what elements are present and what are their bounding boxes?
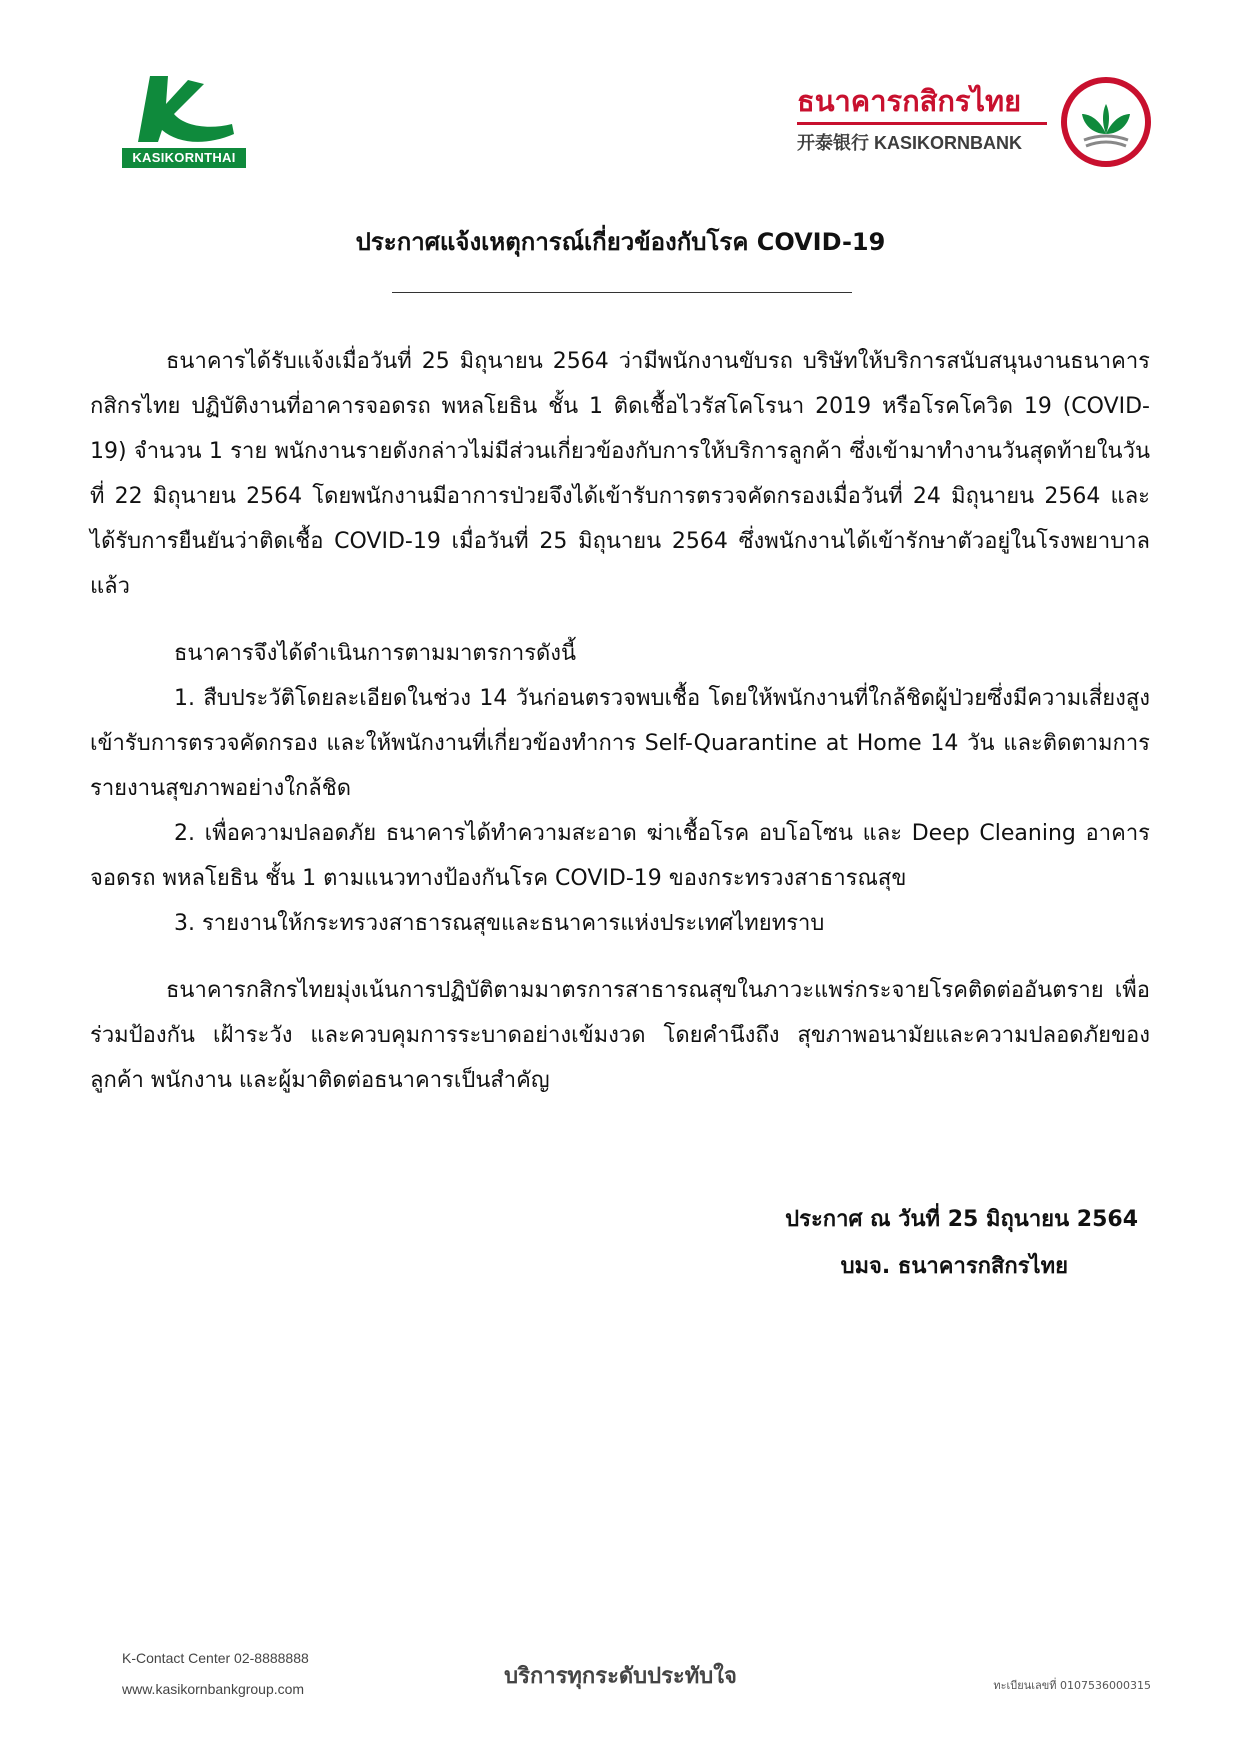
bank-name-english: 开泰银行 KASIKORNBANK	[797, 133, 1022, 153]
announcement-date: ประกาศ ณ วันที่ 25 มิถุนายน 2564	[785, 1207, 1138, 1232]
bank-name-block	[797, 82, 1047, 155]
organization-name: บมจ. ธนาคารกสิกรไทย	[840, 1254, 1068, 1279]
measure-2: 2. เพื่อความปลอดภัย ธนาคารได้ทำความสะอาด ฆ่าเชื้อโรค อบโอโซน และ Deep Cleaning อาคารจอดรถ พหลโยธิน ชั้น 1 ตามแนวทางป้องกันโรค COVID-19 ของกระทรวงสาธารณสุข	[90, 821, 1150, 891]
measure-3: 3. รายงานให้กระทรวงสาธารณสุขและธนาคารแห่งประเทศไทยทราบ	[174, 911, 825, 936]
registration-number: ทะเบียนเลขที่ 0107536000315	[993, 1679, 1151, 1692]
title-divider	[392, 292, 852, 293]
intro-paragraph: ธนาคารได้รับแจ้งเมื่อวันที่ 25 มิถุนายน 2564 ว่ามีพนักงานขับรถ บริษัทให้บริการสนับสนุนงานธนาคารกสิกรไทย ปฏิบัติงานที่อาคารจอดรถ พหลโยธิน ชั้น 1 ติดเชื้อไวรัสโคโรนา 2019 หรือโรคโควิด 19 (COVID-19) จำนวน 1 ราย พนักงานรายดังกล่าวไม่มีส่วนเกี่ยวข้องกับการให้บริการลูกค้า ซึ่งเข้ามาทำงานวันสุดท้ายในวันที่ 22 มิถุนายน 2564 โดยพนักงานมีอาการป่วยจึงได้เข้ารับการตรวจคัดกรองเมื่อวันที่ 24 มิถุนายน 2564 และได้รับการยืนยันว่าติดเชื้อ COVID-19 เมื่อวันที่ 25 มิถุนายน 2564 ซึ่งพนักงานได้เข้ารักษาตัวอยู่ในโรงพยาบาลแล้ว	[90, 349, 1150, 599]
measures-intro: ธนาคารจึงได้ดำเนินการตามมาตรการดังนี้	[174, 641, 577, 666]
k-mark-icon	[122, 74, 246, 148]
measure-1: 1. สืบประวัติโดยละเอียดในช่วง 14 วันก่อนตรวจพบเชื้อ โดยให้พนักงานที่ใกล้ชิดผู้ป่วยซึ่งมีความเสี่ยงสูงเข้ารับการตรวจคัดกรอง และให้พนักงานที่เกี่ยวข้องทำการ Self-Quarantine at Home 14 วัน และติดตามการรายงานสุขภาพอย่างใกล้ชิด	[90, 686, 1150, 801]
kbank-seal-icon	[1060, 76, 1152, 168]
bank-name-thai: ธนาคารกสิกรไทย	[797, 84, 1022, 118]
closing-paragraph: ธนาคารกสิกรไทยมุ่งเน้นการปฏิบัติตามมาตรการสาธารณสุขในภาวะแพร่กระจายโรคติดต่ออันตราย เพื่อร่วมป้องกัน เฝ้าระวัง และควบคุมการระบาดอย่างเข้มงวด โดยคำนึงถึง สุขภาพอนามัยและความปลอดภัยของลูกค้า พนักงาน และผู้มาติดต่อธนาคารเป็นสำคัญ	[90, 978, 1150, 1093]
kasikornthai-logo	[122, 74, 246, 168]
contact-center: K-Contact Center 02-8888888	[122, 1650, 309, 1666]
logo-label: KASIKORNTHAI	[122, 148, 246, 168]
bank-name-rule	[797, 122, 1047, 125]
page-title: ประกาศแจ้งเหตุการณ์เกี่ยวข้องกับโรค COVID-19	[355, 228, 886, 256]
footer-slogan: บริการทุกระดับประทับใจ	[504, 1664, 737, 1689]
announcement-body	[90, 339, 1150, 1103]
website-link[interactable]: www.kasikornbankgroup.com	[122, 1681, 305, 1697]
signature-block	[600, 1196, 1138, 1290]
